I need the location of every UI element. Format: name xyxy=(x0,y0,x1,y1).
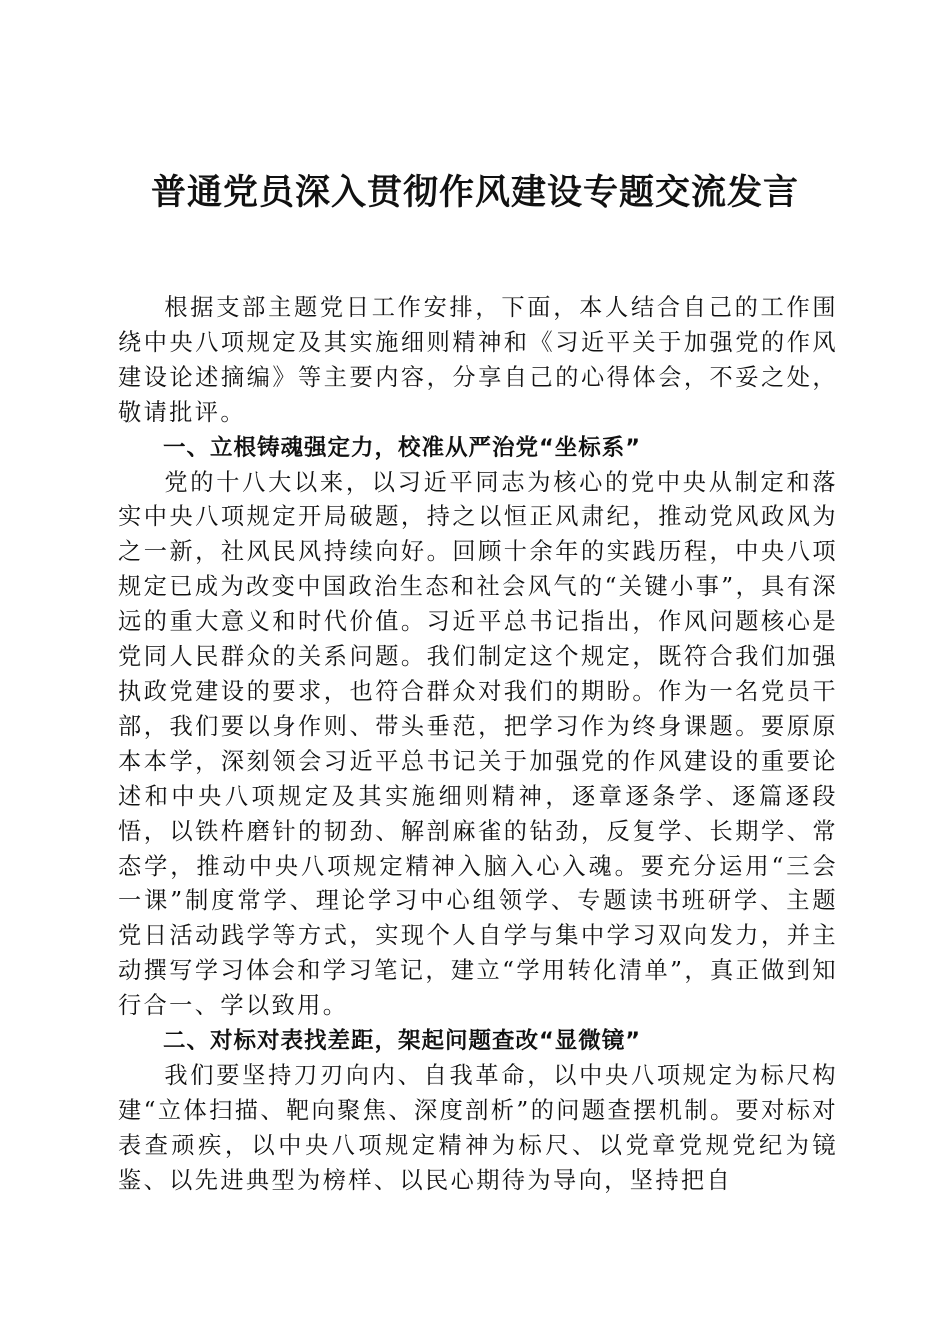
section-2-paragraph: 我们要坚持刀刃向内、自我革命，以中央八项规定为标尺构建“立体扫描、靶向聚焦、深度剖析”的问题查摆机制。要对标对表查顽疾，以中央八项规定精神为标尺、以党章党规党纪为镜鉴、以先进典型为榜样、以民心期待为导向，坚持把自 xyxy=(118,1061,838,1194)
section-1-paragraph: 党的十八大以来，以习近平同志为核心的党中央从制定和落实中央八项规定开局破题，持之以恒正风肃纪，推动党风政风为之一新，社风民风持续向好。回顾十余年的实践历程，中央八项规定已成为改变中国政治生态和社会风气的“关键小事”，具有深远的重大意义和时代价值。习近平总书记指出，作风问题核心是党同人民群众的关系问题。我们制定这个规定，既符合我们加强执政党建设的要求，也符合群众对我们的期盼。作为一名党员干部，我们要以身作则、带头垂范，把学习作为终身课题。要原原本本学，深刻领会习近平总书记关于加强党的作风建设的重要论述和中央八项规定及其实施细则精神，逐章逐条学、逐篇逐段悟，以铁杵磨针的韧劲、解剖麻雀的钻劲，反复学、长期学、常态学，推动中央八项规定精神入脑入心入魂。要充分运用“三会一课”制度常学、理论学习中心组领学、专题读书班研学、主题党日活动践学等方式，实现个人自学与集中学习双向发力，并主动撰写学习体会和学习笔记，建立“学用转化清单”，真正做到知行合一、学以致用。 xyxy=(118,468,838,1020)
section-heading-2: 二、对标对表找差距，架起问题查改“显微镜” xyxy=(163,1028,642,1055)
intro-paragraph: 根据支部主题党日工作安排，下面，本人结合自己的工作围绕中央八项规定及其实施细则精神和《习近平关于加强党的作风建设论述摘编》等主要内容，分享自己的心得体会，不妥之处，敬请批评。 xyxy=(118,294,838,426)
document-body xyxy=(118,291,838,1199)
section-heading-1: 一、立根铸魂强定力，校准从严治党“坐标系” xyxy=(163,434,642,461)
page-title: 普通党员深入贯彻作风建设专题交流发言 xyxy=(150,172,799,213)
